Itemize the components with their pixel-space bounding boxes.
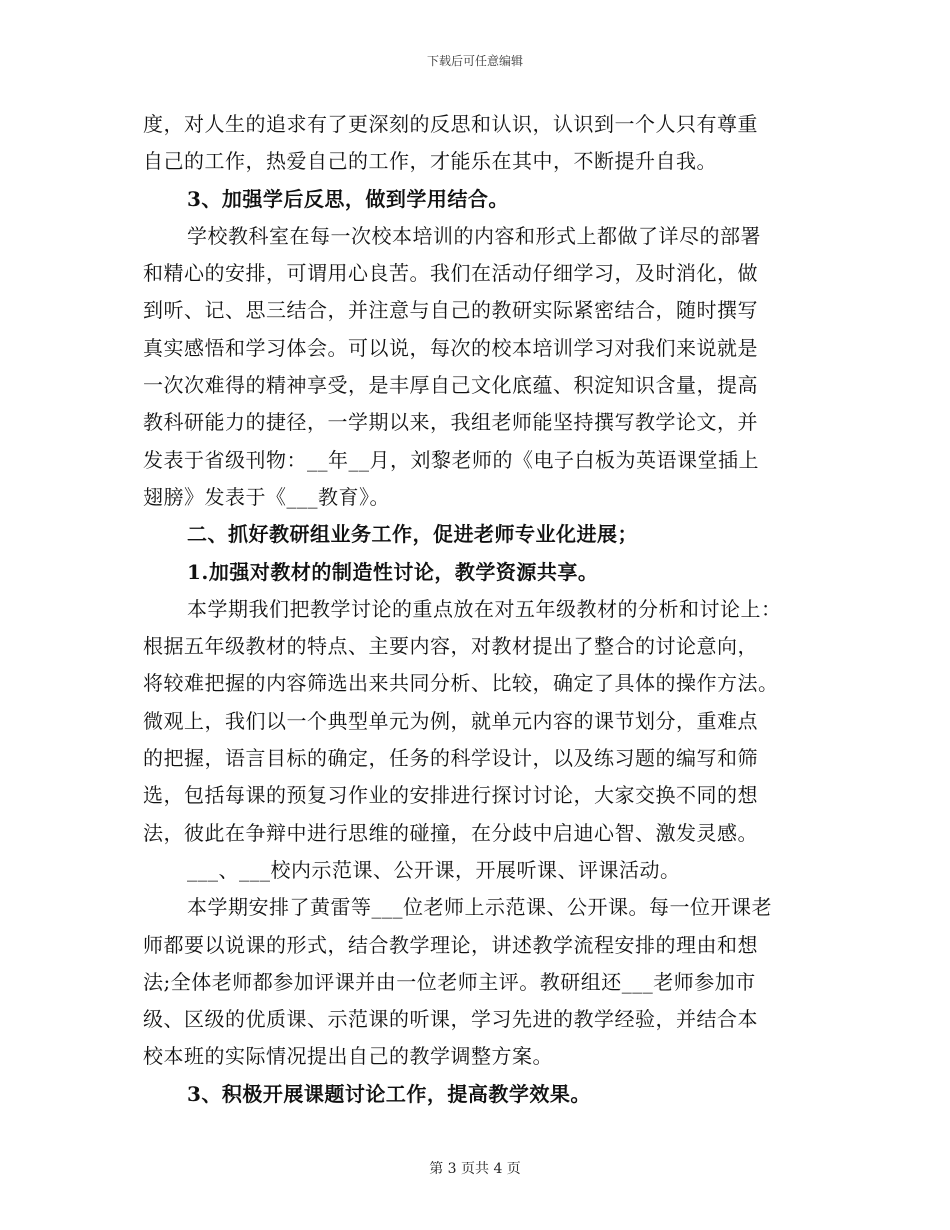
text-line: 师都要以说课的形式，结合教学理论，讲述教学流程安排的理由和想 <box>143 932 758 957</box>
text-line: 的把握，语言目标的确定，任务的科学设计，以及练习题的编写和筛 <box>143 746 758 771</box>
text-line: 发表于省级刊物：__年__月，刘黎老师的《电子白板为英语课堂插上 <box>143 447 759 472</box>
text-line: 自己的工作，热爱自己的工作，才能乐在其中，不断提升自我。 <box>143 149 717 174</box>
section-heading: 二、抓好教研组业务工作，促进老师专业化进展； <box>187 522 638 547</box>
text-line: 根据五年级教材的特点、主要内容，对教材提出了整合的讨论意向， <box>143 634 758 659</box>
text-line: 校本班的实际情况提出自己的教学调整方案。 <box>143 1044 553 1069</box>
text-line: 级、区级的优质课、示范课的听课，学习先进的教学经验，并结合本 <box>143 1007 758 1032</box>
text-line: ___、___校内示范课、公开课，开展听课、评课活动。 <box>187 857 681 882</box>
section-heading: 3、积极开展课题讨论工作，提高教学效果。 <box>187 1081 591 1106</box>
text-line: 真实感悟和学习体会。可以说，每次的校本培训学习对我们来说就是 <box>143 335 758 360</box>
section-heading: 1.加强对教材的制造性讨论，教学资源共享。 <box>187 559 599 584</box>
text-line: 法;全体老师都参加评课并由一位老师主评。教研组还___老师参加市 <box>143 969 756 994</box>
page-footer: 第 3 页共 4 页 <box>429 1161 521 1177</box>
text-line: 到听、记、思三结合，并注意与自己的教研实际紧密结合，随时撰写 <box>143 298 758 323</box>
text-line: 法，彼此在争辩中进行思维的碰撞，在分歧中启迪心智、激发灵感。 <box>143 820 758 845</box>
text-line: 一次次难得的精神享受，是丰厚自己文化底蕴、积淀知识含量，提高 <box>143 373 758 398</box>
document-body <box>143 106 815 1113</box>
text-line: 本学期安排了黄雷等___位老师上示范课、公开课。每一位开课老 <box>187 895 772 920</box>
page-header: 下载后可任意编辑 <box>426 54 523 68</box>
text-line: 微观上，我们以一个典型单元为例，就单元内容的课节划分，重难点 <box>143 708 758 733</box>
text-line: 本学期我们把教学讨论的重点放在对五年级教材的分析和讨论上： <box>187 596 782 621</box>
text-line: 选，包括每课的预复习作业的安排进行探讨讨论，大家交换不同的想 <box>143 783 758 808</box>
text-line: 教科研能力的捷径，一学期以来，我组老师能坚持撰写教学论文，并 <box>143 410 758 435</box>
section-heading: 3、加强学后反思，做到学用结合。 <box>187 186 509 211</box>
text-line: 翅膀》发表于《___教育》。 <box>143 484 390 509</box>
text-line: 度，对人生的追求有了更深刻的反思和认识，认识到一个人只有尊重 <box>143 112 758 136</box>
text-line: 和精心的安排，可谓用心良苦。我们在活动仔细学习，及时消化，做 <box>143 261 758 286</box>
text-line: 学校教科室在每一次校本培训的内容和形式上都做了详尽的部署 <box>187 223 761 248</box>
text-line: 将较难把握的内容筛选出来共同分析、比较，确定了具体的操作方法。 <box>143 671 779 696</box>
